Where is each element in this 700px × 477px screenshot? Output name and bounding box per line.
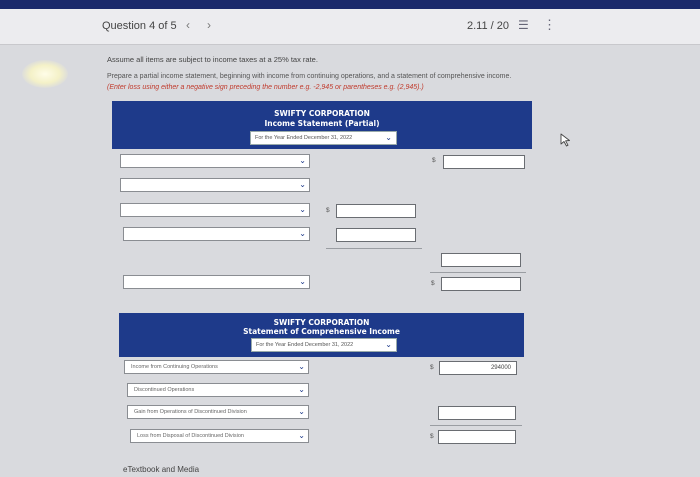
amount-input[interactable]: [336, 204, 416, 218]
dollar-sign: $: [432, 157, 436, 164]
question-header: [0, 9, 700, 45]
question-label: Question 4 of 5: [102, 20, 177, 32]
chevron-down-icon: ⌄: [298, 407, 305, 416]
company-name: SWIFTY CORPORATION: [274, 109, 370, 118]
etextbook-link[interactable]: eTextbook and Media: [123, 465, 200, 474]
screen-glare: [22, 60, 68, 88]
line-item-select[interactable]: [123, 227, 310, 241]
next-question-icon[interactable]: ›: [207, 18, 211, 32]
line-item-label: Loss from Disposal of Discontinued Division: [137, 433, 244, 439]
assumption-text: Assume all items are subject to income taxes at a 25% tax rate.: [107, 55, 318, 64]
chevron-down-icon: ⌄: [385, 133, 392, 142]
chevron-down-icon: ⌄: [299, 180, 306, 189]
amount-input[interactable]: [441, 277, 521, 291]
amount-input[interactable]: [336, 228, 416, 242]
chevron-down-icon: ⌄: [299, 156, 306, 165]
comprehensive-income-header: [119, 313, 524, 357]
amount-value: 294000: [490, 365, 511, 371]
line-item-label: Income from Continuing Operations: [131, 364, 218, 370]
chevron-down-icon: ⌄: [299, 277, 306, 286]
amount-input[interactable]: [438, 406, 516, 420]
dollar-sign: $: [430, 364, 434, 371]
chevron-down-icon: ⌄: [299, 229, 306, 238]
period-select-value: For the Year Ended December 31, 2022: [255, 135, 353, 141]
statement-title: Income Statement (Partial): [264, 119, 380, 128]
line-item-select[interactable]: [123, 275, 310, 289]
line-item-select[interactable]: [120, 203, 310, 217]
company-name: SWIFTY CORPORATION: [273, 318, 370, 327]
score-display: 2.11 / 20: [467, 20, 509, 32]
line-item-select[interactable]: [127, 383, 309, 397]
chevron-down-icon: ⌄: [298, 362, 305, 371]
subtotal-rule: [430, 272, 526, 273]
income-statement-header: [112, 101, 532, 149]
loss-entry-note: (Enter loss using either a negative sign preceding the number e.g. -2,945 or parentheses e.g. (2,945).): [107, 84, 424, 91]
top-bar: [0, 0, 700, 9]
statement-title: Statement of Comprehensive Income: [243, 327, 400, 336]
line-item-select[interactable]: [127, 405, 309, 419]
more-vertical-icon[interactable]: ⋮: [543, 17, 556, 32]
prepare-instruction: Prepare a partial income statement, beginning with income from continuing operations, and a statement of comprehensive income.: [107, 73, 512, 80]
line-item-select[interactable]: [124, 360, 309, 374]
amount-input[interactable]: [441, 253, 521, 267]
previous-question-icon[interactable]: ‹: [186, 18, 190, 32]
subtotal-rule: [430, 425, 522, 426]
line-item-select[interactable]: [120, 178, 310, 192]
list-icon[interactable]: ☰: [518, 18, 529, 32]
line-item-label: Discontinued Operations: [134, 387, 195, 393]
dollar-sign: $: [326, 207, 330, 214]
dollar-sign: $: [431, 280, 435, 287]
line-item-select[interactable]: [130, 429, 309, 443]
line-item-label: Gain from Operations of Discontinued Division: [134, 409, 247, 415]
mouse-pointer-icon: [558, 132, 574, 148]
chevron-down-icon: ⌄: [298, 431, 305, 440]
amount-input[interactable]: [438, 430, 516, 444]
line-item-select[interactable]: [120, 154, 310, 168]
chevron-down-icon: ⌄: [385, 340, 392, 349]
chevron-down-icon: ⌄: [299, 205, 306, 214]
amount-input[interactable]: [439, 361, 517, 375]
period-select-value: For the Year Ended December 31, 2022: [256, 342, 354, 348]
dollar-sign: $: [430, 433, 434, 440]
amount-input[interactable]: [443, 155, 525, 169]
chevron-down-icon: ⌄: [298, 385, 305, 394]
subtotal-rule: [326, 248, 422, 249]
period-select[interactable]: [250, 131, 397, 145]
period-select[interactable]: [251, 338, 397, 352]
